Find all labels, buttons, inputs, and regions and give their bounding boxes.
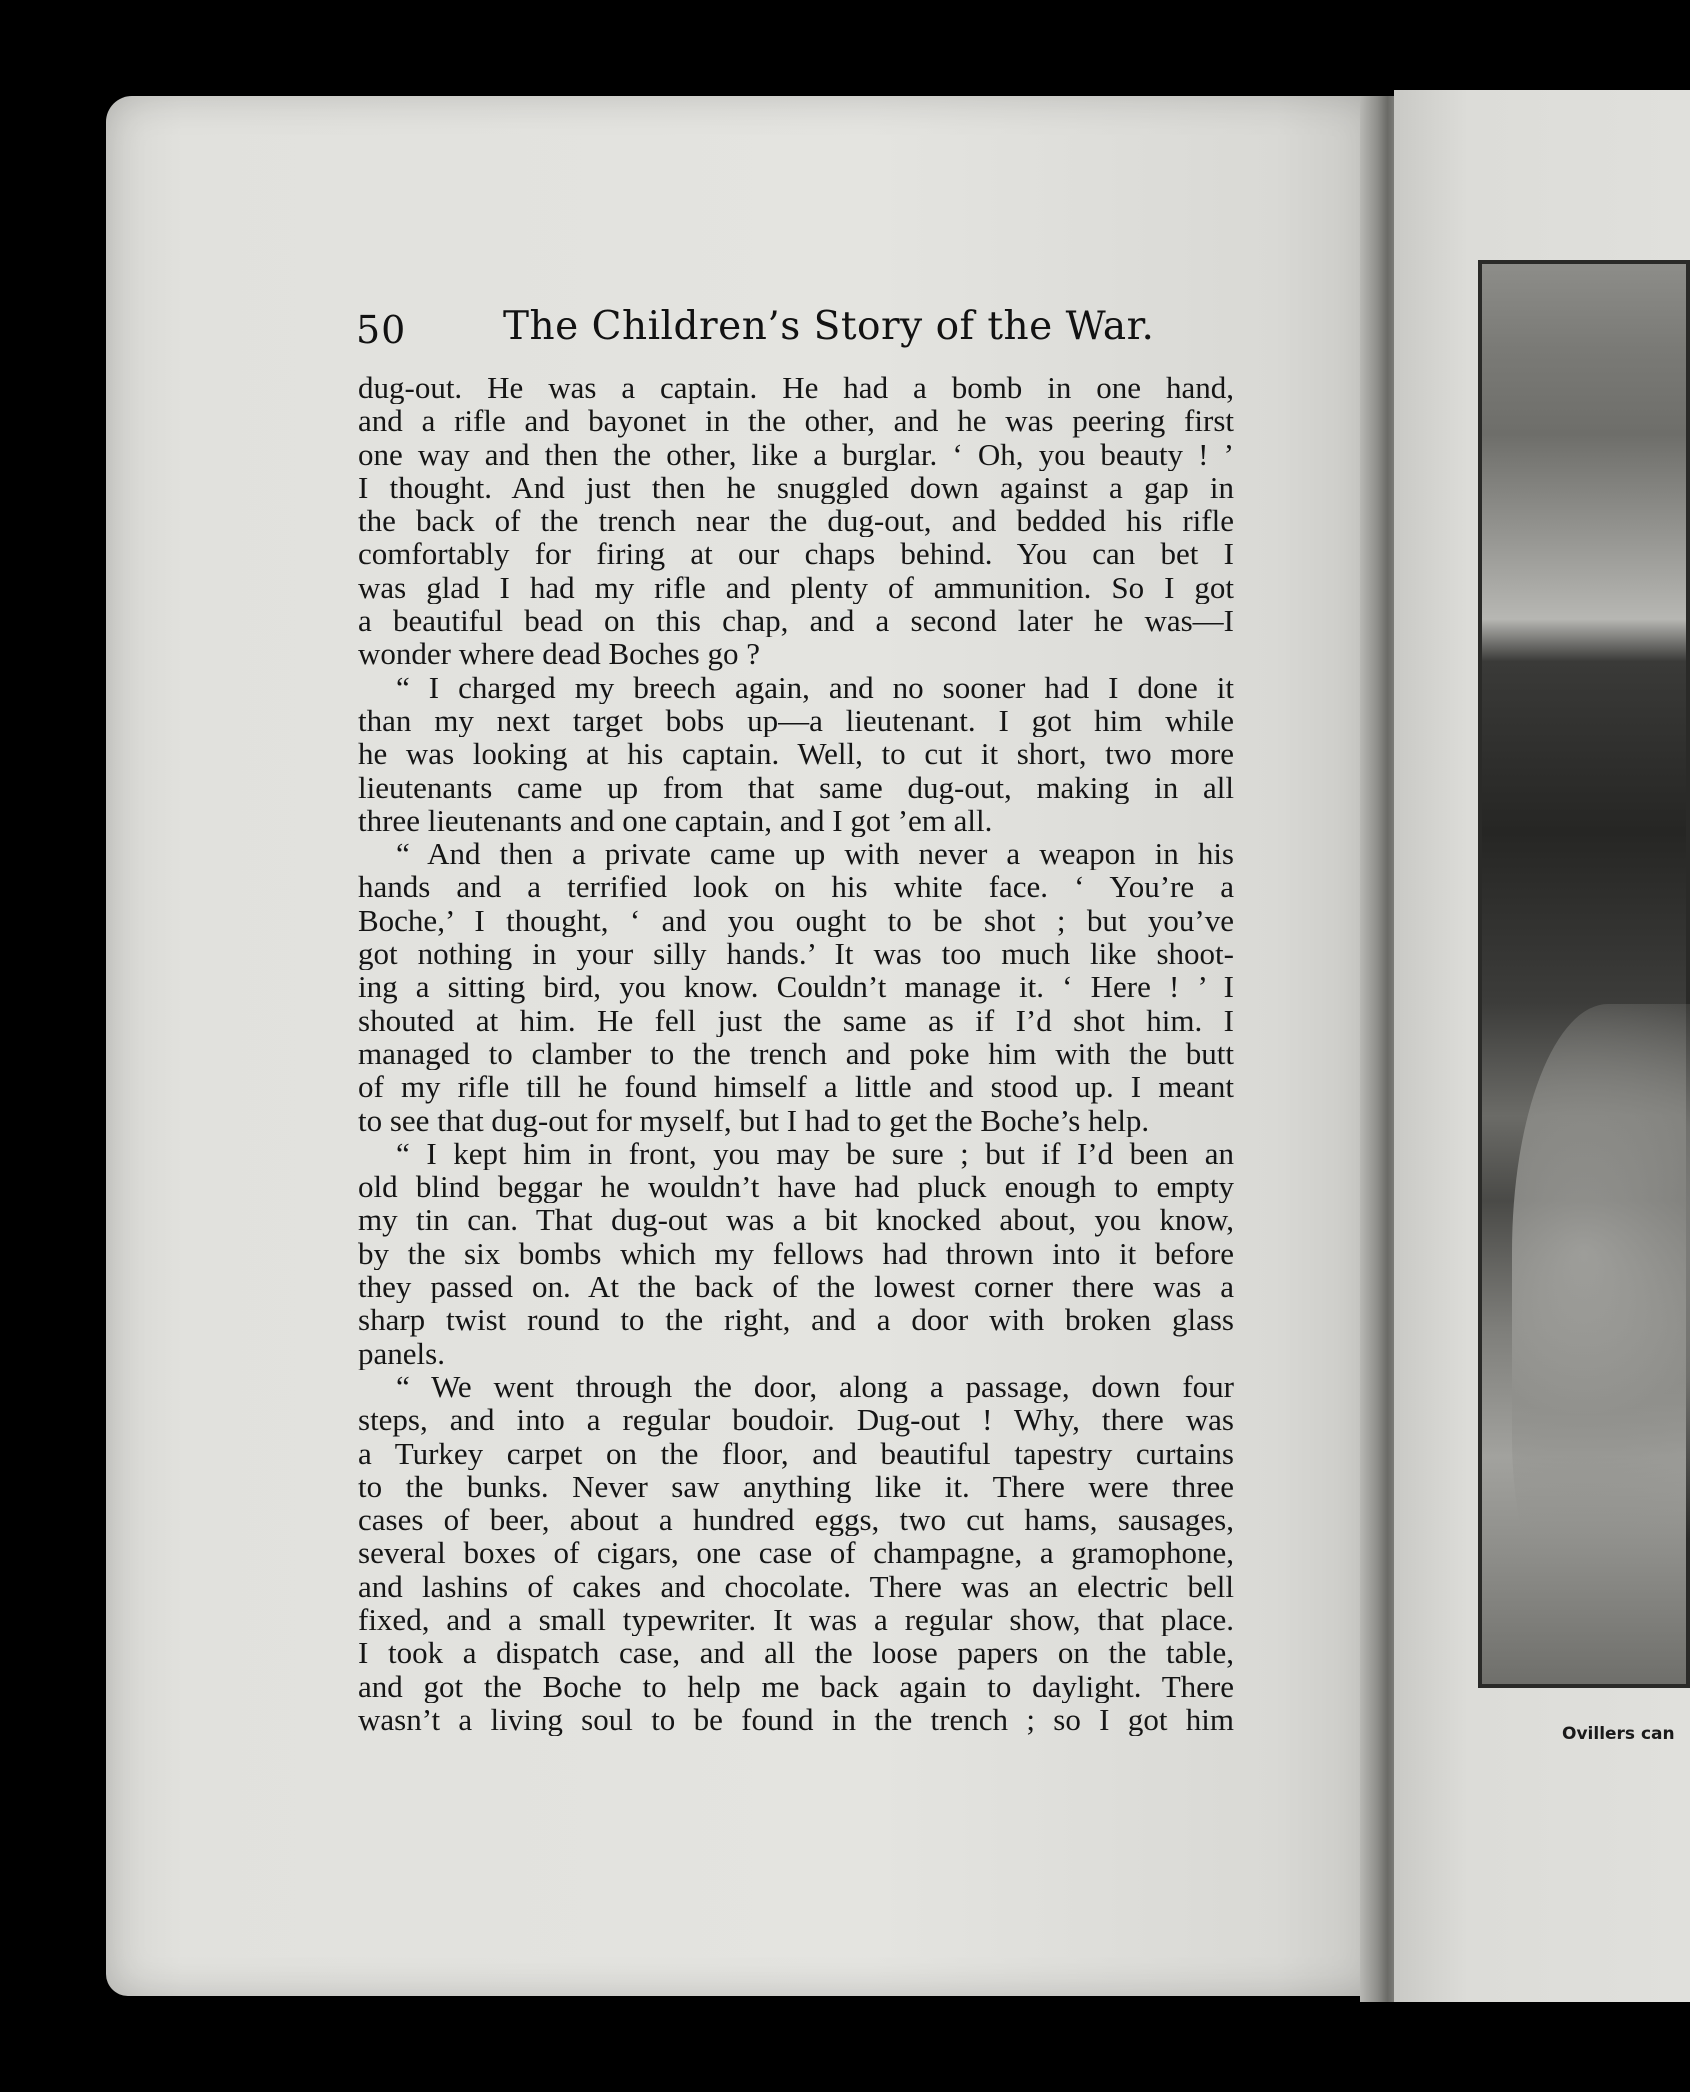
text-line: to see that dug-out for myself, but I had to get the Boche’s help. — [358, 1103, 1150, 1137]
page-number: 50 — [356, 308, 407, 352]
text-line: and lashins of cakes and chocolate. There was an electric bell — [358, 1569, 1234, 1603]
text-line: old blind beggar he wouldn’t have had pluck enough to empty — [358, 1170, 1234, 1204]
text-line: comfortably for firing at our chaps behind. You can bet I — [358, 537, 1234, 571]
text-line: “ I kept him in front, you may be sure ; but if I’d been an — [396, 1136, 1234, 1171]
text-line: panels. — [358, 1336, 445, 1370]
text-line: got nothing in your silly hands.’ It was too much like shoot- — [358, 937, 1234, 971]
text-line: my tin can. That dug-out was a bit knocked about, you know, — [358, 1203, 1234, 1237]
text-line: wonder where dead Boches go ? — [358, 637, 760, 671]
text-line: three lieutenants and one captain, and I got ’em all. — [358, 803, 993, 838]
text-line: and a rifle and bayonet in the other, and he was peering first — [358, 404, 1234, 438]
text-line: one way and then the other, like a burglar. ‘ Oh, you beauty ! ’ — [358, 437, 1234, 471]
text-line: I took a dispatch case, and all the loose papers on the table, — [358, 1636, 1234, 1670]
text-line: was glad I had my rifle and plenty of ammunition. So I got — [358, 570, 1234, 605]
text-line: sharp twist round to the right, and a door with broken glass — [358, 1303, 1234, 1337]
text-line: fixed, and a small typewriter. It was a regular show, that place. — [358, 1602, 1234, 1637]
running-title: The Children’s Story of the War. — [503, 304, 1155, 349]
text-line: of my rifle till he found himself a little and stood up. I meant — [358, 1070, 1234, 1104]
text-line: wasn’t a living soul to be found in the trench ; so I got him — [358, 1702, 1234, 1737]
text-line: several boxes of cigars, one case of champagne, a gramophone, — [358, 1536, 1234, 1570]
text-line: ing a sitting bird, you know. Couldn’t manage it. ‘ Here ! ’ I — [358, 970, 1234, 1004]
body-text — [358, 371, 1234, 1736]
text-line: I thought. And just then he snuggled down against a gap in — [358, 470, 1234, 505]
text-line: managed to clamber to the trench and poke him with the butt — [358, 1036, 1234, 1071]
text-line: and got the Boche to help me back again to daylight. There — [358, 1669, 1234, 1703]
text-line: “ And then a private came up with never a weapon in his — [396, 837, 1234, 871]
text-line: steps, and into a regular boudoir. Dug-out ! Why, there was — [358, 1403, 1234, 1437]
photo-caption: Ovillers can — [1562, 1724, 1675, 1744]
text-line: shouted at him. He fell just the same as if I’d shot him. I — [358, 1003, 1234, 1037]
text-line: “ We went through the door, along a passage, down four — [396, 1369, 1234, 1404]
text-line: by the six bombs which my fellows had thrown into it before — [358, 1236, 1234, 1271]
war-photograph — [1478, 260, 1690, 1688]
text-line: cases of beer, about a hundred eggs, two cut hams, sausages, — [358, 1503, 1234, 1537]
text-line: lieutenants came up from that same dug-out, making in all — [358, 770, 1234, 804]
page-header — [356, 304, 1236, 354]
text-line: they passed on. At the back of the lowest corner there was a — [358, 1270, 1234, 1304]
text-line: a Turkey carpet on the floor, and beautiful tapestry curtains — [358, 1436, 1234, 1470]
text-line: a beautiful bead on this chap, and a second later he was—I — [358, 604, 1234, 638]
text-line: Boche,’ I thought, ‘ and you ought to be shot ; but you’ve — [358, 903, 1234, 938]
text-line: the back of the trench near the dug-out, and bedded his rifle — [358, 504, 1234, 538]
text-line: dug-out. He was a captain. He had a bomb in one hand, — [358, 371, 1234, 405]
text-line: to the bunks. Never saw anything like it. There were three — [358, 1469, 1234, 1504]
text-line: “ I charged my breech again, and no sooner had I done it — [396, 670, 1234, 704]
text-line: than my next target bobs up—a lieutenant. I got him while — [358, 703, 1234, 738]
text-line: he was looking at his captain. Well, to cut it short, two more — [358, 737, 1234, 771]
text-line: hands and a terrified look on his white face. ‘ You’re a — [358, 870, 1234, 904]
